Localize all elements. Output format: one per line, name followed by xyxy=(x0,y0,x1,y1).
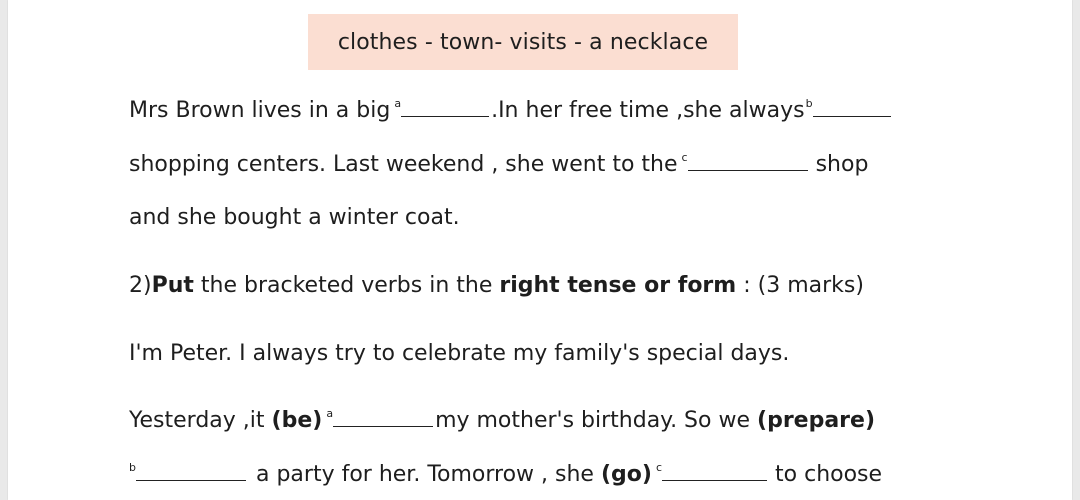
blank-line xyxy=(662,462,767,481)
verb-bracket: (prepare) xyxy=(757,408,876,433)
text-segment: Yesterday ,it xyxy=(129,408,265,433)
worksheet-page xyxy=(8,0,1072,500)
blank-line xyxy=(688,152,808,171)
text-segment: .In her free time ,she always xyxy=(491,98,805,123)
word-bank-box xyxy=(308,14,738,70)
exercise-number: 2) xyxy=(129,273,152,298)
verb-bracket: (be) xyxy=(271,408,323,433)
instruction-text: the bracketed verbs in the xyxy=(193,273,500,298)
instruction-bold: Put xyxy=(151,273,194,298)
text-segment: shopping centers. Last weekend , she went to the xyxy=(129,152,678,177)
text-segment: a party for her. Tomorrow , she xyxy=(255,462,594,487)
blank-label: c xyxy=(655,461,663,474)
blank-label: a xyxy=(394,97,402,110)
passage2-line1: I'm Peter. I always try to celebrate my family's special days. xyxy=(129,341,790,366)
word-bank-text: clothes - town- visits - a necklace xyxy=(337,29,709,55)
blank-line xyxy=(813,98,891,117)
blank-label: c xyxy=(681,151,688,164)
passage1-line2 xyxy=(129,151,868,182)
blank-label: b xyxy=(805,97,813,110)
passage1-line1 xyxy=(129,97,893,128)
passage2-line2 xyxy=(129,407,875,438)
instruction-text: : (3 marks) xyxy=(736,273,864,298)
blank-line xyxy=(333,408,433,427)
exercise2-heading xyxy=(129,272,864,300)
blank-line xyxy=(401,98,489,117)
verb-bracket: (go) xyxy=(600,462,652,487)
blank-label: b xyxy=(129,461,136,474)
passage1-line3: and she bought a winter coat. xyxy=(129,205,460,230)
passage2-line3 xyxy=(129,461,882,492)
instruction-bold: right tense or form xyxy=(499,273,737,298)
text-segment: shop xyxy=(815,152,869,177)
blank-line xyxy=(136,462,246,481)
text-segment: Mrs Brown lives in a big xyxy=(129,98,391,123)
blank-label: a xyxy=(326,407,334,420)
text-segment: my mother's birthday. So we xyxy=(435,408,751,433)
text-segment: to choose xyxy=(775,462,883,487)
